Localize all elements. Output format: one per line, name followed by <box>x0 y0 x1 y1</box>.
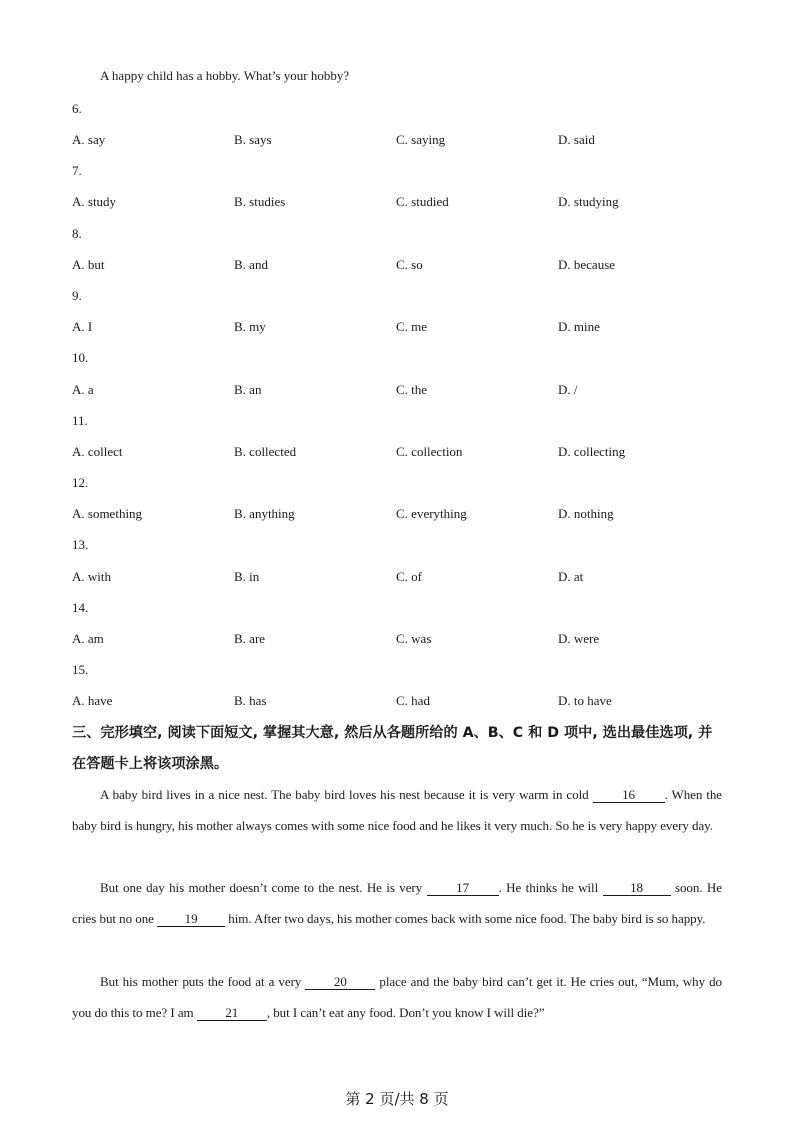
option-7c: C. studied <box>396 194 449 209</box>
question-number-14: 14. <box>72 600 89 615</box>
blank-16: 16 <box>593 787 665 803</box>
option-13b: B. in <box>234 569 260 584</box>
option-9d: D. mine <box>558 319 600 334</box>
option-15a: A. have <box>72 693 113 708</box>
option-10a: A. a <box>72 382 94 397</box>
passage-text: But one day his mother doesn’t come to the nest. He is very <box>100 880 427 895</box>
passage-paragraph-2 <box>72 872 722 934</box>
option-6b: B. says <box>234 132 272 147</box>
passage-text: soon. He cries but no one <box>72 880 722 926</box>
passage-text: A baby bird lives in a nice nest. The baby bird loves his nest because it is very warm in cold <box>100 787 593 802</box>
question-number-7: 7. <box>72 163 82 178</box>
passage-paragraph-3 <box>72 966 722 1028</box>
section-heading: 三、完形填空, 阅读下面短文, 掌握其大意, 然后从各题所给的 A、B、C 和 D 项中, 选出最佳选项, 并在答题卡上将该项涂黑。 <box>72 725 713 772</box>
option-15d: D. to have <box>558 693 612 708</box>
option-8c: C. so <box>396 257 423 272</box>
passage-text: , but I can’t eat any food. Don’t you know I will die?” <box>266 1005 545 1020</box>
passage-paragraph-1 <box>72 779 722 841</box>
option-12a: A. something <box>72 506 143 521</box>
option-10c: C. the <box>396 382 428 397</box>
option-8d: D. because <box>558 257 616 272</box>
option-12c: C. everything <box>396 506 467 521</box>
question-number-13: 13. <box>72 537 89 552</box>
passage-text: . When the baby bird is hungry, his mother always comes with some nice food and he likes it very much. So he is very happy every day. <box>72 787 722 833</box>
blank-18: 18 <box>603 880 671 896</box>
option-14c: C. was <box>396 631 432 646</box>
option-10d: D. / <box>558 382 578 397</box>
option-6a: A. say <box>72 132 106 147</box>
option-7b: B. studies <box>234 194 286 209</box>
passage-text: place and the baby bird can’t get it. He cries out, “Mum, why do you do this to me? I am <box>72 974 722 1020</box>
option-15c: C. had <box>396 693 430 708</box>
option-11a: A. collect <box>72 444 123 459</box>
question-number-8: 8. <box>72 226 82 241</box>
option-14b: B. are <box>234 631 266 646</box>
option-7a: A. study <box>72 194 117 209</box>
question-number-15: 15. <box>72 662 89 677</box>
question-number-11: 11. <box>72 413 88 428</box>
question-number-12: 12. <box>72 475 89 490</box>
option-7d: D. studying <box>558 194 619 209</box>
option-11d: D. collecting <box>558 444 626 459</box>
option-14d: D. were <box>558 631 600 646</box>
option-11c: C. collection <box>396 444 463 459</box>
blank-17: 17 <box>427 880 499 896</box>
option-11b: B. collected <box>234 444 297 459</box>
option-8b: B. and <box>234 257 268 272</box>
question-number-6: 6. <box>72 101 82 116</box>
option-10b: B. an <box>234 382 262 397</box>
blank-19: 19 <box>157 911 225 927</box>
passage-text: . He thinks he will <box>498 880 603 895</box>
blank-21: 21 <box>197 1005 267 1021</box>
option-9c: C. me <box>396 319 428 334</box>
option-8a: A. but <box>72 257 105 272</box>
option-9a: A. I <box>72 319 93 334</box>
blank-20: 20 <box>305 974 375 990</box>
page-footer: 第 2 页/共 8 页 <box>345 1090 449 1108</box>
option-14a: A. am <box>72 631 104 646</box>
intro-sentence: A happy child has a hobby. What’s your hobby? <box>100 68 350 83</box>
option-13a: A. with <box>72 569 111 584</box>
option-9b: B. my <box>234 319 266 334</box>
passage-text: him. After two days, his mother comes back with some nice food. The baby bird is so happy. <box>225 911 706 926</box>
option-12b: B. anything <box>234 506 295 521</box>
question-number-9: 9. <box>72 288 82 303</box>
passage-text: But his mother puts the food at a very <box>100 974 306 989</box>
option-6c: C. saying <box>396 132 446 147</box>
option-13c: C. of <box>396 569 422 584</box>
option-13d: D. at <box>558 569 584 584</box>
question-number-10: 10. <box>72 350 89 365</box>
option-6d: D. said <box>558 132 595 147</box>
option-12d: D. nothing <box>558 506 614 521</box>
option-15b: B. has <box>234 693 267 708</box>
